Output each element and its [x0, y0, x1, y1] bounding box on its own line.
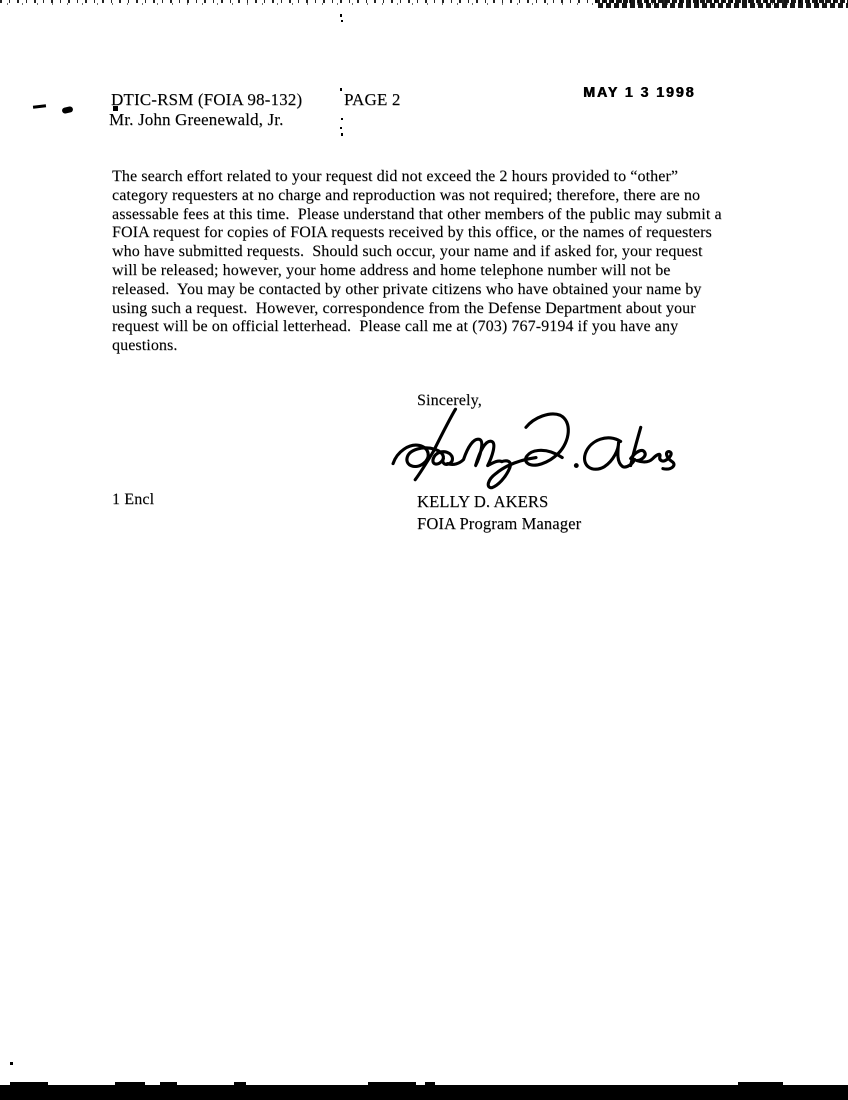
scan-speck: [10, 1062, 13, 1065]
body-line: assessable fees at this time. Please understand that other members of the public may submit a: [112, 205, 722, 223]
scan-speck: [341, 20, 343, 22]
scan-speck: [340, 14, 342, 17]
scan-speck: [61, 106, 73, 114]
salutation: Sincerely,: [417, 392, 482, 409]
scan-speck: [341, 133, 343, 136]
signature-image: [385, 404, 677, 499]
scan-speck: [340, 127, 342, 129]
recipient-name: Mr. John Greenewald, Jr.: [109, 110, 284, 129]
scan-speck: [340, 88, 342, 91]
body-line: FOIA request for copies of FOIA requests received by this office, or the names of requesters: [112, 224, 712, 242]
letter-body: [112, 168, 722, 356]
date-stamp: MAY 1 3 1998: [583, 84, 696, 101]
signer-title: FOIA Program Manager: [417, 514, 582, 533]
body-line: released. You may be contacted by other private citizens who have obtained your name by: [112, 280, 702, 298]
body-line: questions.: [112, 337, 178, 355]
body-line: using such a request. However, correspondence from the Defense Department about your: [112, 299, 696, 317]
body-line: who have submitted requests. Should such occur, your name and if asked for, your request: [112, 243, 703, 261]
scan-speck: [33, 104, 46, 109]
signer-block: [417, 491, 581, 535]
body-line: will be released; however, your home address and home telephone number will not be: [112, 261, 671, 279]
body-line: request will be on official letterhead. Please call me at (703) 767-9194 if you have any: [112, 318, 679, 336]
enclosure-note: 1 Encl: [112, 491, 155, 508]
scan-speck: [341, 118, 343, 120]
signer-typed-name: KELLY D. AKERS: [417, 492, 549, 511]
body-line: category requesters at no charge and reproduction was not required; therefore, there are no: [112, 186, 701, 204]
page-number-label: PAGE 2: [344, 90, 401, 109]
scan-bar-bottom: [0, 1085, 848, 1100]
scan-noise-top-right: [595, 0, 848, 8]
document-reference: DTIC-RSM (FOIA 98-132): [111, 90, 303, 109]
body-line: The search effort related to your request did not exceed the 2 hours provided to “other”: [112, 168, 679, 185]
